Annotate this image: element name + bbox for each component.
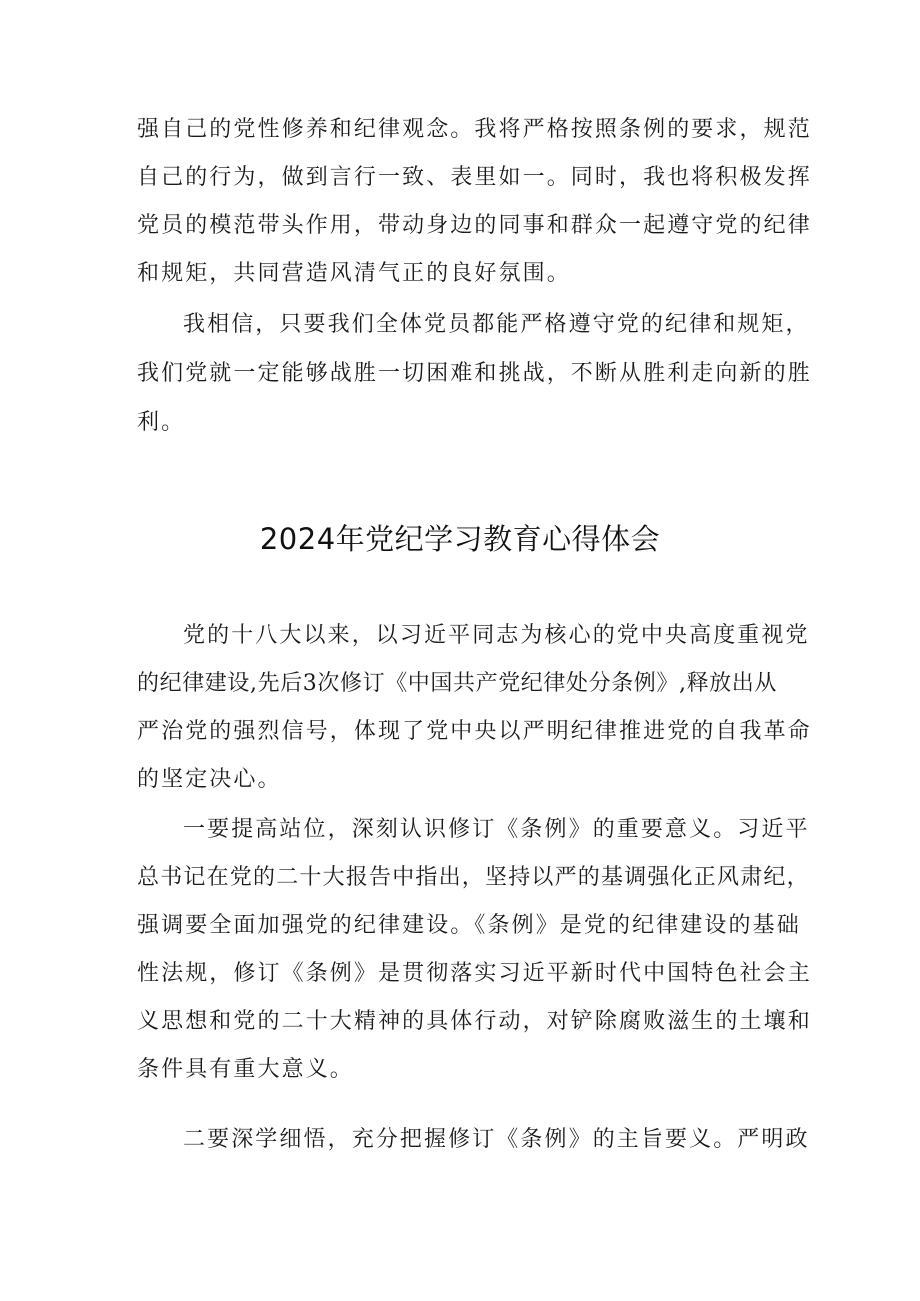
document-title: 2024年党纪学习教育心得体会 (259, 522, 661, 556)
text-line: 我相信，只要我们全体党员都能严格遵守党的纪律和规矩， (183, 312, 810, 337)
text-line: 党员的模范带头作用，带动身边的同事和群众一起遵守党的纪律 (137, 213, 812, 238)
text-line: 一要提高站位，深刻认识修订《条例》的重要意义。习近平 (183, 817, 810, 842)
text-line: 和规矩，共同营造风清气正的良好氛围。 (137, 261, 571, 286)
text-line: 的坚定决心。 (137, 767, 282, 792)
text-line: 严治党的强烈信号，体现了党中央以严明纪律推进党的自我革命 (137, 719, 812, 744)
text-line: 我们党就一定能够战胜一切困难和挑战，不断从胜利走向新的胜 (137, 361, 812, 386)
text-line: 总书记在党的二十大报告中指出，坚持以严的基调强化正风肃纪， (137, 865, 810, 890)
text-line: 条件具有重大意义。 (137, 1057, 354, 1082)
text-line: 性法规，修订《条例》是贯彻落实习近平新时代中国特色社会主 (137, 961, 812, 986)
text-line: 强调要全面加强党的纪律建设。《条例》是党的纪律建设的基础 (137, 913, 801, 938)
text-line: 义思想和党的二十大精神的具体行动，对铲除腐败滋生的土壤和 (137, 1009, 812, 1034)
text-line: 二要深学细悟，充分把握修订《条例》的主旨要义。严明政 (183, 1127, 810, 1152)
text-line: 利。 (137, 410, 186, 435)
text-line: 强自己的党性修养和纪律观念。我将严格按照条例的要求，规范 (137, 117, 812, 142)
text-line: 自己的行为，做到言行一致、表里如一。同时，我也将积极发挥 (137, 165, 812, 190)
text-line: 的纪律建设,先后3次修订《中国共产党纪律处分条例》,释放出从 (137, 671, 777, 696)
text-line: 党的十八大以来，以习近平同志为核心的党中央高度重视党 (183, 623, 810, 648)
